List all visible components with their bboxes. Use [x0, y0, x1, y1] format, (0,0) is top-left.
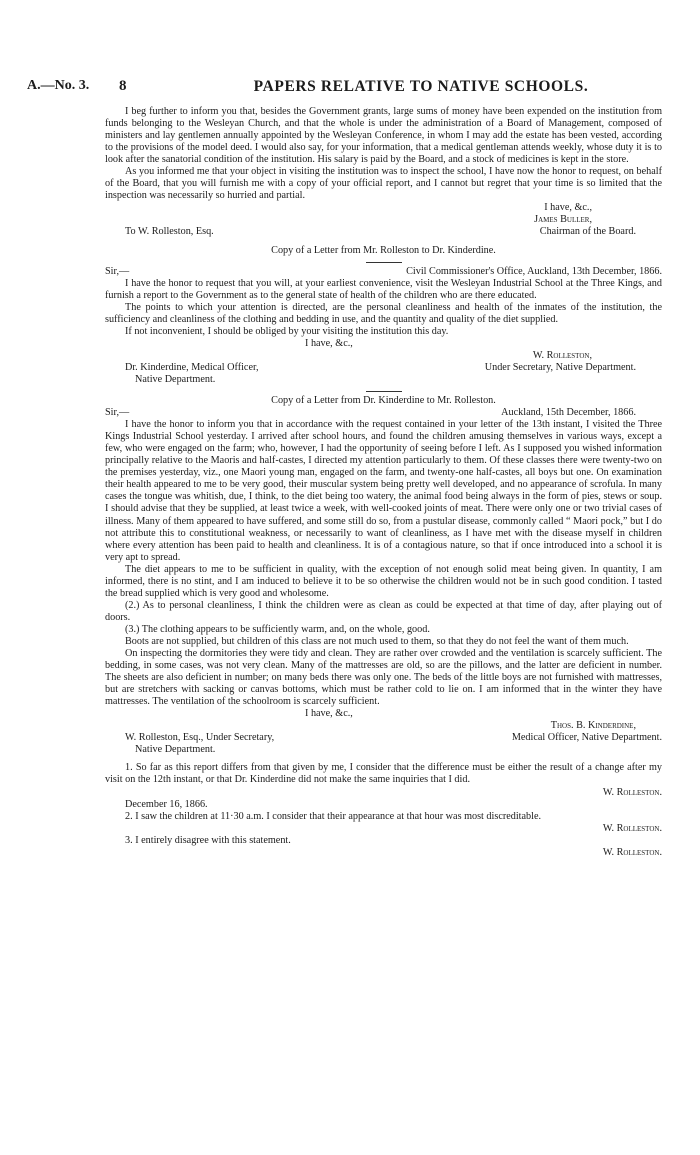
minute-date: December 16, 1866.: [125, 798, 208, 810]
document-body: [105, 106, 662, 859]
salutation-row: [105, 407, 662, 419]
signature-name: James Buller,: [534, 214, 592, 226]
page-header: [27, 78, 667, 98]
paragraph: I have the honor to inform you that in accordance with the request contained in your letter of the 13th instant, I visited the Three Kings Industrial School yesterday. I arrived after school hours, and found the children amusing themselves in various ways, except a few, who were engaged on the farm; who, however, I had the opportunity of seeing before I left. As I supposed you wished information principally relative to the Maoris and half-castes, I directed my attention particularly to them. Of these classes there were twenty-two on the premises yesterday, viz., one Maori young man, engaged on the farm, and twenty-one half-castes, all boys but one. On examination their health appeared to me to be very good, their muscular system being pretty well developed, and no appearance of scrofula. In many cases the tongue was whitish, due, I think, to the diet being too watery, the animal food being always in the form of pies, stews or soup. I should advise that they be supplied, at least twice a week, with well-cooked joints of meat. There were only one or two trivial cases of illness. Many of them appeared to have suffered, and some still do so, from a pustular disease, commonly called “ Maori pock,” but I do not attribute this to constitutional weakness, or necessarily to want of cleanliness, as I have met with the disease myself in children where every attention has been paid to health and cleanliness. It is of a contagious nature, so that if once introduced into a school it is very apt to spread.: [105, 419, 662, 563]
signature-title: Under Secretary, Native Department.: [484, 361, 636, 373]
minute-signature: W. Rolleston.: [602, 822, 662, 834]
minute-signature: W. Rolleston.: [602, 846, 662, 858]
closing: I have, &c.,: [305, 337, 353, 349]
minute-note: 2. I saw the children at 11·30 a.m. I consider that their appearance at that hour was most discreditable.: [125, 810, 542, 822]
salutation-row: [105, 266, 662, 278]
place-date: Civil Commissioner's Office, Auckland, 13th December, 1866.: [406, 265, 662, 277]
paragraph: I beg further to inform you that, besides the Government grants, large sums of money have been expended on the institution from funds belonging to the Wesleyan Church, and that the whole is under the administration of a Board of Management, composed of ministers and lay gentlemen annually appointed by the Wesleyan Conference, in whom I may add the estate has been vested, according to the provisions of the model deed. I would also say, for your information, that a medical gentleman attends weekly, whose duty it is to look after the sanatorial condition of the institution. His salary is paid by the Board, and a stock of medicines is kept in the store.: [105, 106, 662, 166]
signature-row: [105, 732, 662, 744]
paragraph: Boots are not supplied, but children of this class are not much used to them, so that they do not feel the want of them much.: [125, 635, 629, 647]
closing: I have, &c.,: [544, 202, 592, 214]
addressee-line-2: Native Department.: [135, 744, 216, 756]
salutation: Sir,—: [105, 407, 130, 419]
signature-name: Thos. B. Kinderdine,: [550, 720, 636, 732]
heading-rule: [366, 262, 402, 263]
minute-note: 3. I entirely disagree with this statement.: [125, 834, 291, 846]
minute-signature: W. Rolleston.: [602, 786, 662, 798]
salutation: Sir,—: [105, 265, 130, 277]
paragraph: If not inconvenient, I should be obliged by your visiting the institution this day.: [125, 325, 449, 337]
signature-title: Medical Officer, Native Department.: [511, 732, 662, 744]
page-title: PAPERS RELATIVE TO NATIVE SCHOOLS.: [253, 78, 589, 95]
addressee: To W. Rolleston, Esq.: [125, 226, 214, 238]
paragraph: (3.) The clothing appears to be sufficiently warm, and, on the whole, good.: [125, 623, 430, 635]
paragraph: On inspecting the dormitories they were tidy and clean. They are rather over crowded and the ventilation is scarcely sufficient. The bedding, in some cases, was not very clean. Many of the mattresses are old, so are the pillows, and the latter are deficient in number. The sheets are also deficient in number; on many beds there was only one. The beds of the little boys are not furnished with mattresses, but are stretchers with sacking or canvas bottoms, which must be rather cold to lie on. I am informed that in the winter they have mattresses. The ventilation of the schoolroom is scarcely sufficient.: [105, 648, 662, 708]
addressee-line-2: Native Department.: [135, 373, 216, 385]
document-reference: A.—No. 3.: [27, 78, 90, 93]
page-number: 8: [119, 78, 127, 94]
signature-row: [105, 226, 662, 238]
minute-note: 1. So far as this report differs from that given by me, I consider that the difference must be either the result of a change after my visit on the 12th instant, or that Dr. Kinderdine did not make the same inquiries that I did.: [105, 762, 662, 786]
paragraph: The points to which your attention is directed, are the personal cleanliness and health of the inmates of the institution, the sufficiency and cleanliness of the clothing and bedding in use, and the quantity and quality of the diet supplied.: [105, 301, 662, 325]
section-rule: [366, 391, 402, 392]
paragraph: The diet appears to me to be sufficient in quality, with the exception of not enough solid meat being given. In quantity, I am informed, there is no stint, and I am induced to believe it to be so otherwise the children would not be in such good condition. I tasted the bread supplied which is very good and wholesome.: [105, 563, 662, 599]
section-heading: Copy of a Letter from Mr. Rolleston to Dr. Kinderdine.: [271, 244, 496, 256]
signature-name: W. Rolleston,: [532, 349, 592, 361]
paragraph: As you informed me that your object in visiting the institution was to inspect the school, I have now the honor to request, on behalf of the Board, that you will furnish me with a copy of your official report, and I cannot but regret that your time is so limited that the inspection was necessarily so hurried and partial.: [105, 166, 662, 202]
paragraph: (2.) As to personal cleanliness, I think the children were as clean as could be expected at that time of day, after playing out of doors.: [105, 599, 662, 623]
signature-title: Chairman of the Board.: [539, 226, 636, 238]
paragraph: I have the honor to request that you will, at your earliest convenience, visit the Wesleyan Industrial School at the Three Kings, and furnish a report to the Government as to the general state of health of the children who are there educated.: [105, 277, 662, 301]
addressee: W. Rolleston, Esq., Under Secretary,: [125, 732, 275, 744]
section-heading: Copy of a Letter from Dr. Kinderdine to Mr. Rolleston.: [271, 395, 496, 407]
closing: I have, &c.,: [305, 708, 353, 720]
signature-row: [105, 362, 662, 374]
addressee: Dr. Kinderdine, Medical Officer,: [125, 361, 259, 373]
place-date: Auckland, 15th December, 1866.: [501, 407, 636, 419]
